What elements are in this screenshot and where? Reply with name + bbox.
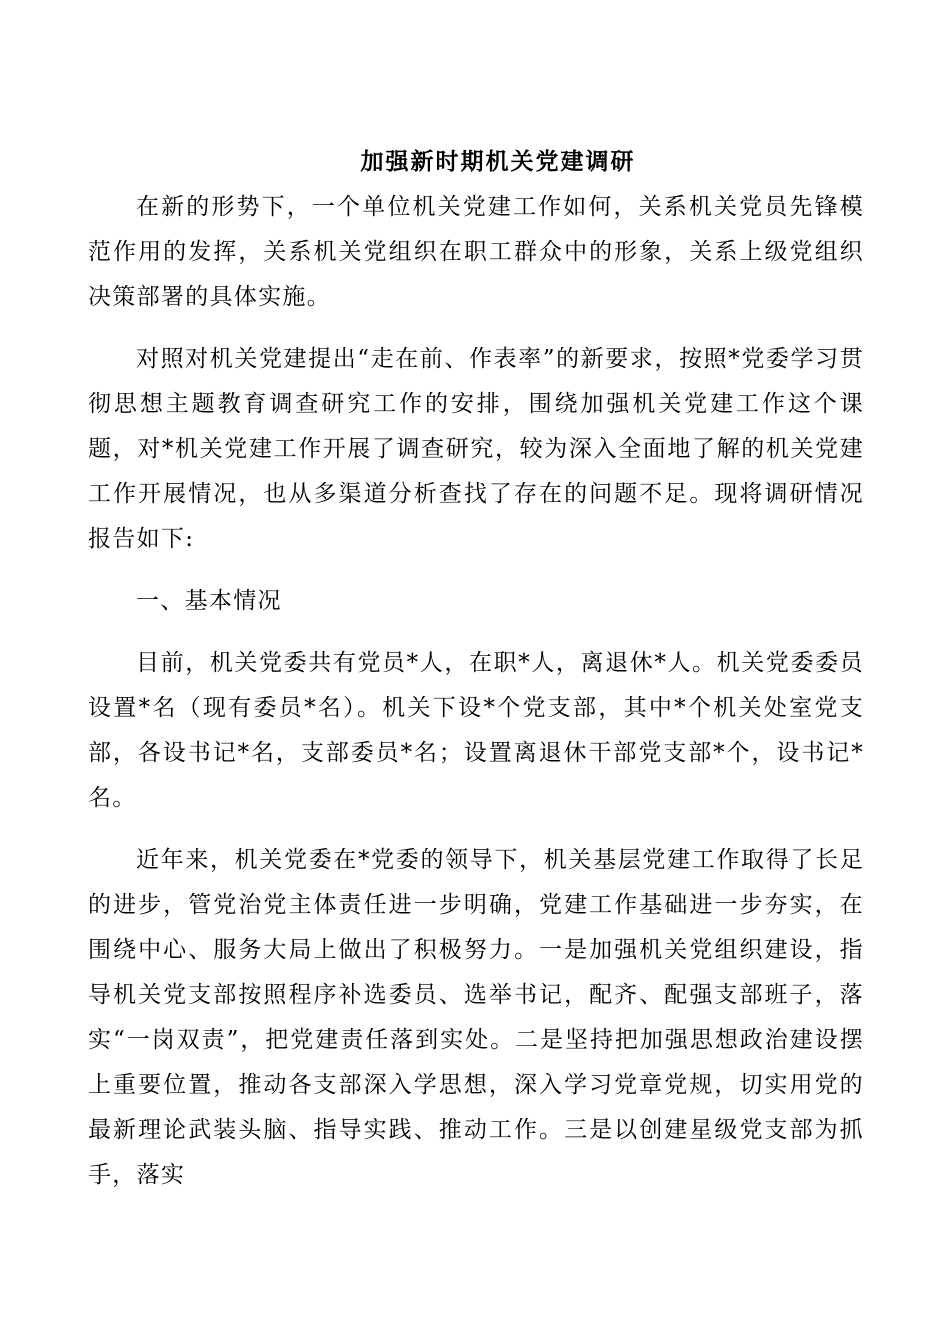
paragraph-progress: 近年来，机关党委在*党委的领导下，机关基层党建工作取得了长足的进步，管党治党主体责任进一步明确，党建工作基础进一步夯实，在围绕中心、服务大局上做出了积极努力。一是加强机关党组织建设，指导机关党支部按照程序补选委员、选举书记，配齐、配强支部班子，落实“一岗双责”，把党建责任落到实处。二是坚持把加强思想政治建设摆上重要位置，推动各支部深入学思想，深入学习党章党规，切实用党的最新理论武装头脑、指导实践、推动工作。三是以创建星级党支部为抓手，落实 [88, 847, 864, 1188]
paragraph-purpose: 对照对机关党建提出“走在前、作表率”的新要求，按照*党委学习贯彻思想主题教育调查研究工作的安排，围绕加强机关党建工作这个课题，对*机关党建工作开展了调查研究，较为深入全面地了解的机关党建工作开展情况，也从多渠道分析查找了存在的问题不足。现将调研情况报告如下: [88, 346, 864, 552]
document-body [88, 185, 864, 1215]
document-title: 加强新时期机关党建调研 [360, 148, 636, 175]
section-heading-basic-situation: 一、基本情况 [136, 588, 282, 614]
paragraph-membership: 目前，机关党委共有党员*人，在职*人，离退休*人。机关党委委员设置*名（现有委员*名）。机关下设*个党支部，其中*个机关处室党支部，各设书记*名，支部委员*名；设置离退休干部党支部*个，设书记*名。 [88, 650, 864, 811]
paragraph-intro: 在新的形势下，一个单位机关党建工作如何，关系机关党员先锋模范作用的发挥，关系机关党组织在职工群众中的形象，关系上级党组织决策部署的具体实施。 [88, 194, 864, 310]
